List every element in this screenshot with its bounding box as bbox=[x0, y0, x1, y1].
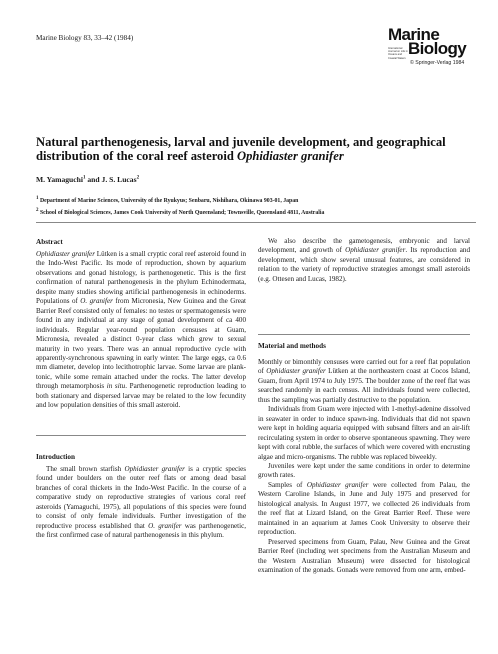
abstract-body bbox=[36, 250, 246, 411]
introduction-continued bbox=[258, 237, 470, 284]
title-species-name: Ophidiaster granifer bbox=[237, 149, 344, 163]
affiliation bbox=[36, 208, 476, 216]
author-list bbox=[36, 175, 139, 184]
affiliation-marker: 1 bbox=[82, 175, 86, 181]
affiliation-text: Department of Marine Sciences, University of the Ryukyus; Senbaru, Nishihara, Okinawa 903-01, Japan bbox=[39, 197, 299, 204]
journal-logo bbox=[388, 26, 468, 76]
affiliation-text: School of Biological Sciences, James Cook University of North Queensland; Townsville, Queensland 4811, Australia bbox=[39, 209, 325, 216]
affiliation bbox=[36, 196, 476, 204]
species-name: Ophidiaster granifer bbox=[306, 480, 369, 489]
logo-word-marine: Marine bbox=[388, 25, 440, 44]
paper-title bbox=[36, 135, 466, 163]
author-conjunction: and bbox=[87, 175, 100, 184]
affiliation-marker: 2 bbox=[136, 175, 140, 181]
introduction-text: The small brown starfish Ophidiaster granifer is a cryptic species found under boulders on the outer reef flats or among dead basal branches of coral thickets in the Indo-West Pacific. In the course of a comparative study on reproductive strategies of various coral reef asteroids (Yamaguchi, 1975), all populations of this species were found to consist of only female individuals. Further investigation of the reproductive process established that O. granifer was parthenogenetic, the first confirmed case of natural parthenogenesis in this phylum. bbox=[36, 465, 247, 540]
methods-paragraph: Monthly or bimonthly censuses were carried out for a reef flat population of Ophidiaster granifer Lütken at the northeastern coast at Cocos Island, Guam, from April 1974 to July 1975. The boulder zone of the reef flat was searched randomly in each census. All individuals found were collected, thus the sampling was partially destructive to the population. bbox=[258, 358, 471, 404]
copyright-notice: © Springer-Verlag 1984 bbox=[410, 60, 465, 66]
species-name: in situ bbox=[106, 382, 126, 391]
species-name: O. granifer bbox=[148, 521, 182, 530]
journal-reference: Marine Biology 83, 33–42 (1984) bbox=[36, 34, 134, 42]
introduction-heading: Introduction bbox=[36, 453, 76, 461]
methods-paragraph: Juveniles were kept under the same conditions in order to determine growth rates. bbox=[258, 461, 470, 480]
abstract-text: Ophidiaster granifer Lütken is a small cryptic coral reef asteroid found in the Indo-West Pacific. Its mode of reproduction, shown by aquarium observations and gonad histology, is parthenogenetic. This is the first confirmation of natural parthenogenesis in the phylum Echinodermata, despite many studies showing artificial parthenogenesis in echinoderms. Populations of O. granifer from Micronesia, New Guinea and the Great Barrier Reef consisted only of females: no testes or spermatogenesis were found in any individual at any stage of gonad development of ca 400 individuals. Regular year-round population censuses at Guam, Micronesia, revealed a distinct 0-year class which grew to sexual maturity in two years. There was an annual reproductive cycle with apparently-synchronous spawning in early winter. The large eggs, ca 0.6 mm diameter, develop into lecithotrophic larvae. Some larvae are plank-tonic, while some remain attached under the rocks. The latter develop through metamorphosis in situ. Parthenogenetic reproduction leading to both stationary and dispersed larvae may be related to the low fecundity and low population densities of this small asteroid. bbox=[36, 250, 247, 410]
methods-heading: Material and methods bbox=[258, 342, 326, 350]
species-name: O. granifer bbox=[80, 297, 113, 306]
species-name: Ophidiaster granifer bbox=[36, 250, 95, 258]
header-divider bbox=[36, 222, 476, 223]
title-text: Natural parthenogenesis, larval and juvenile development, and geographical distribution of the coral reef asteroid bbox=[36, 135, 446, 163]
author-name: J. S. Lucas bbox=[101, 175, 137, 184]
logo-subtitle: International Journal on Life in Oceans and Coastal Waters bbox=[388, 47, 408, 60]
species-name: Ophidiaster granifer bbox=[124, 465, 185, 473]
methods-paragraph: Individuals from Guam were injected with 1-methyl-adenine dissolved in seawater in order to induce spawn-ing. Individuals that did not spawn were kept in holding aquaria equipped with subsand filters and an air-lift recirculating system in order to observe spontaneous spawning. They were kept with coral rubble, the surfaces of which were covered with encrusting algae and micro-organisms. The rubble was replaced biweekly. bbox=[258, 405, 470, 461]
affiliation-marker: 2 bbox=[36, 208, 39, 213]
species-name: Ophidiaster granifer bbox=[345, 246, 406, 255]
affiliation-marker: 1 bbox=[36, 196, 39, 201]
author-name: M. Yamaguchi bbox=[36, 175, 83, 184]
introduction-continued-text: We also describe the gametogenesis, embryonic and larval development, and growth of Ophidiaster granifer. Its reproduction and development, which show several unusual features, are considered in relation to the variety of reproductive strategies amongst small asteroids (e.g. Ottesen and Lucas, 1982). bbox=[258, 237, 470, 283]
methods-paragraph: Preserved specimens from Guam, Palau, New Guinea and the Great Barrier Reef (including wet specimens from the Australian Museum and the Western Australian Museum) were dissected for histological examination of the gonads. Gonads were removed from one arm, embed- bbox=[258, 537, 470, 574]
introduction-body bbox=[36, 465, 246, 541]
logo-word-biology: Biology bbox=[408, 39, 467, 58]
abstract-heading: Abstract bbox=[36, 238, 63, 246]
methods-body bbox=[258, 358, 470, 575]
section-divider bbox=[258, 334, 470, 335]
methods-paragraph: Samples of Ophidiaster granifer were collected from Palau, the Western Caroline Islands, in June and July 1975 and preserved for histological analysis. In August 1977, we collected 26 individuals from the reef flat at Lizard Island, on the Great Barrier Reef. These were maintained in an aquarium at James Cook University to observe their reproduction. bbox=[258, 480, 470, 537]
section-divider bbox=[36, 435, 246, 436]
species-name: Ophidiaster granifer bbox=[266, 367, 326, 376]
